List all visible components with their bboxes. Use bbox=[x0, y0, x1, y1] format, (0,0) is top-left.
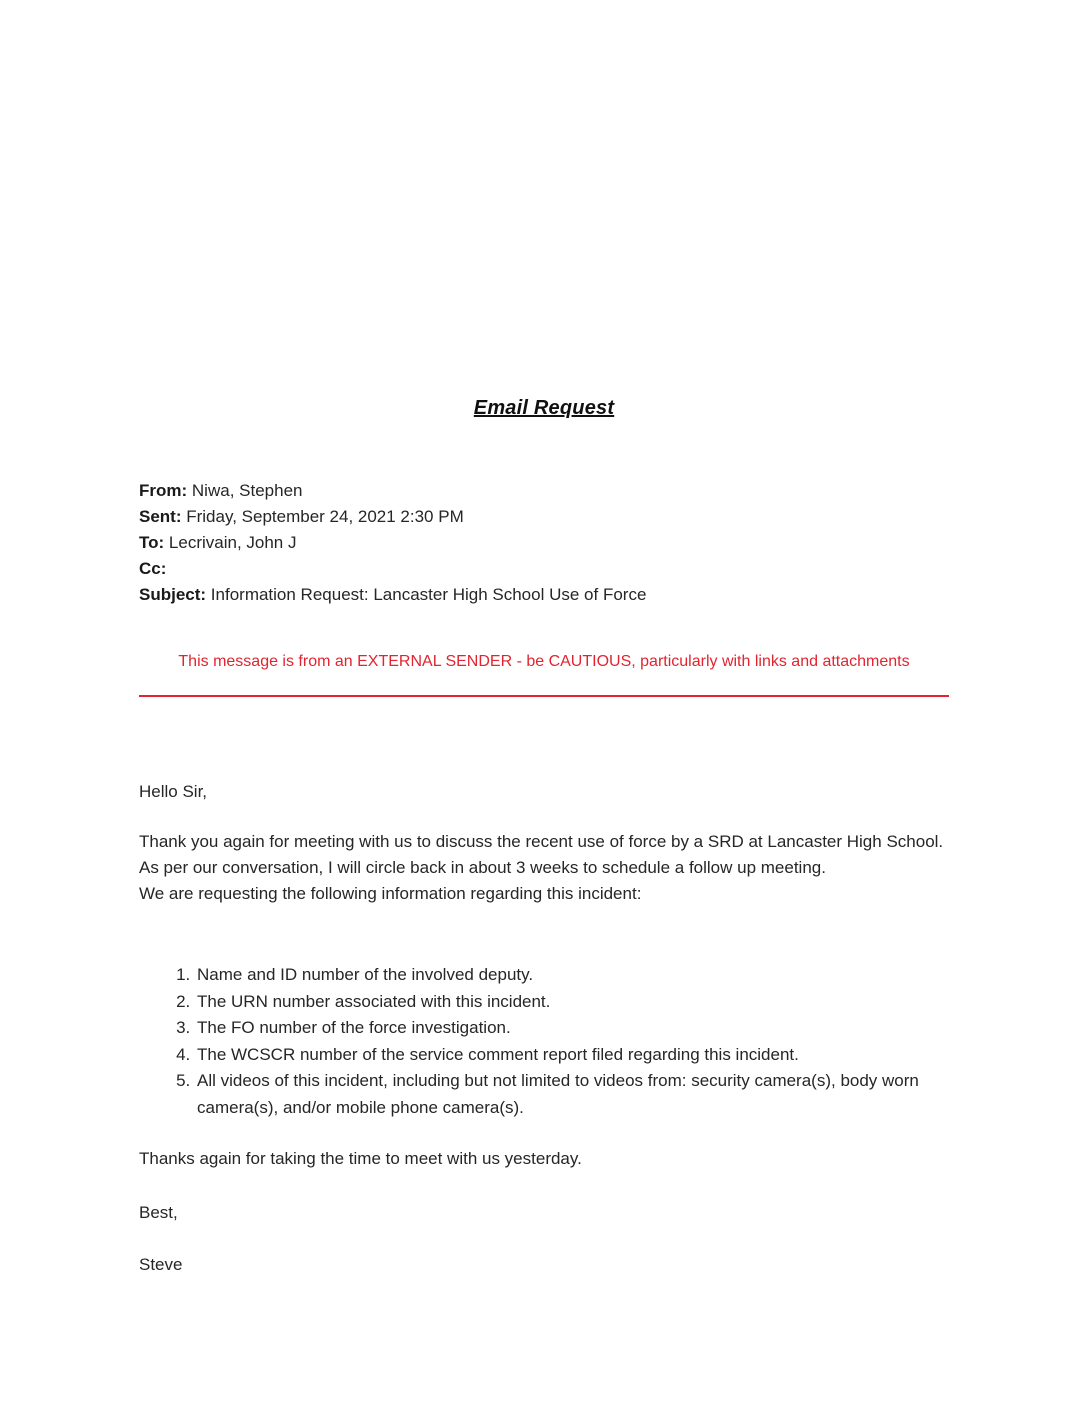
header-value-from: Niwa, Stephen bbox=[191, 481, 303, 500]
header-row-from bbox=[139, 478, 949, 504]
list-item-deputy-name: 1. Name and ID number of the involved deputy. bbox=[195, 962, 949, 989]
body-paragraph bbox=[139, 829, 949, 907]
header-label-from: From: bbox=[139, 481, 188, 500]
header-row-to bbox=[139, 530, 949, 556]
greeting-text: Hello Sir, bbox=[139, 782, 208, 801]
header-row-subject bbox=[139, 582, 949, 608]
document-title: Email Request bbox=[473, 397, 615, 419]
header-label-sent: Sent: bbox=[139, 507, 182, 526]
closing-text: Thanks again for taking the time to meet with us yesterday. bbox=[139, 1149, 582, 1168]
header-row-sent bbox=[139, 504, 949, 530]
valediction-text: Best, bbox=[139, 1203, 178, 1222]
body-line-2: As per our conversation, I will circle back in about 3 weeks to schedule a follow up meeting. bbox=[139, 858, 826, 877]
body-line-1: Thank you again for meeting with us to discuss the recent use of force by a SRD at Lancaster High School. bbox=[139, 832, 944, 851]
requested-items-list bbox=[139, 962, 949, 1121]
header-value-to: Lecrivain, John J bbox=[168, 533, 297, 552]
header-label-to: To: bbox=[139, 533, 165, 552]
header-row-cc bbox=[139, 556, 949, 582]
list-item-wcscr-number: 4. The WCSCR number of the service comment report filed regarding this incident. bbox=[195, 1042, 949, 1069]
list-item-fo-number: 3. The FO number of the force investigation. bbox=[195, 1015, 949, 1042]
email-header-block bbox=[139, 478, 949, 608]
header-value-subject: Information Request: Lancaster High School Use of Force bbox=[210, 585, 647, 604]
header-label-cc: Cc: bbox=[139, 559, 167, 578]
list-item-videos: 5. All videos of this incident, including but not limited to videos from: security camera(s), body worn camera(s), and/or mobile phone camera(s). bbox=[195, 1068, 949, 1121]
body-line-3: We are requesting the following information regarding this incident: bbox=[139, 884, 642, 903]
signature-text: Steve bbox=[139, 1255, 183, 1274]
external-sender-warning: This message is from an EXTERNAL SENDER - be CAUTIOUS, particularly with links and attachments bbox=[178, 653, 910, 670]
list-item-urn-number: 2. The URN number associated with this incident. bbox=[195, 989, 949, 1016]
header-label-subject: Subject: bbox=[139, 585, 207, 604]
header-value-sent: Friday, September 24, 2021 2:30 PM bbox=[186, 507, 464, 526]
red-divider-line bbox=[139, 695, 949, 697]
